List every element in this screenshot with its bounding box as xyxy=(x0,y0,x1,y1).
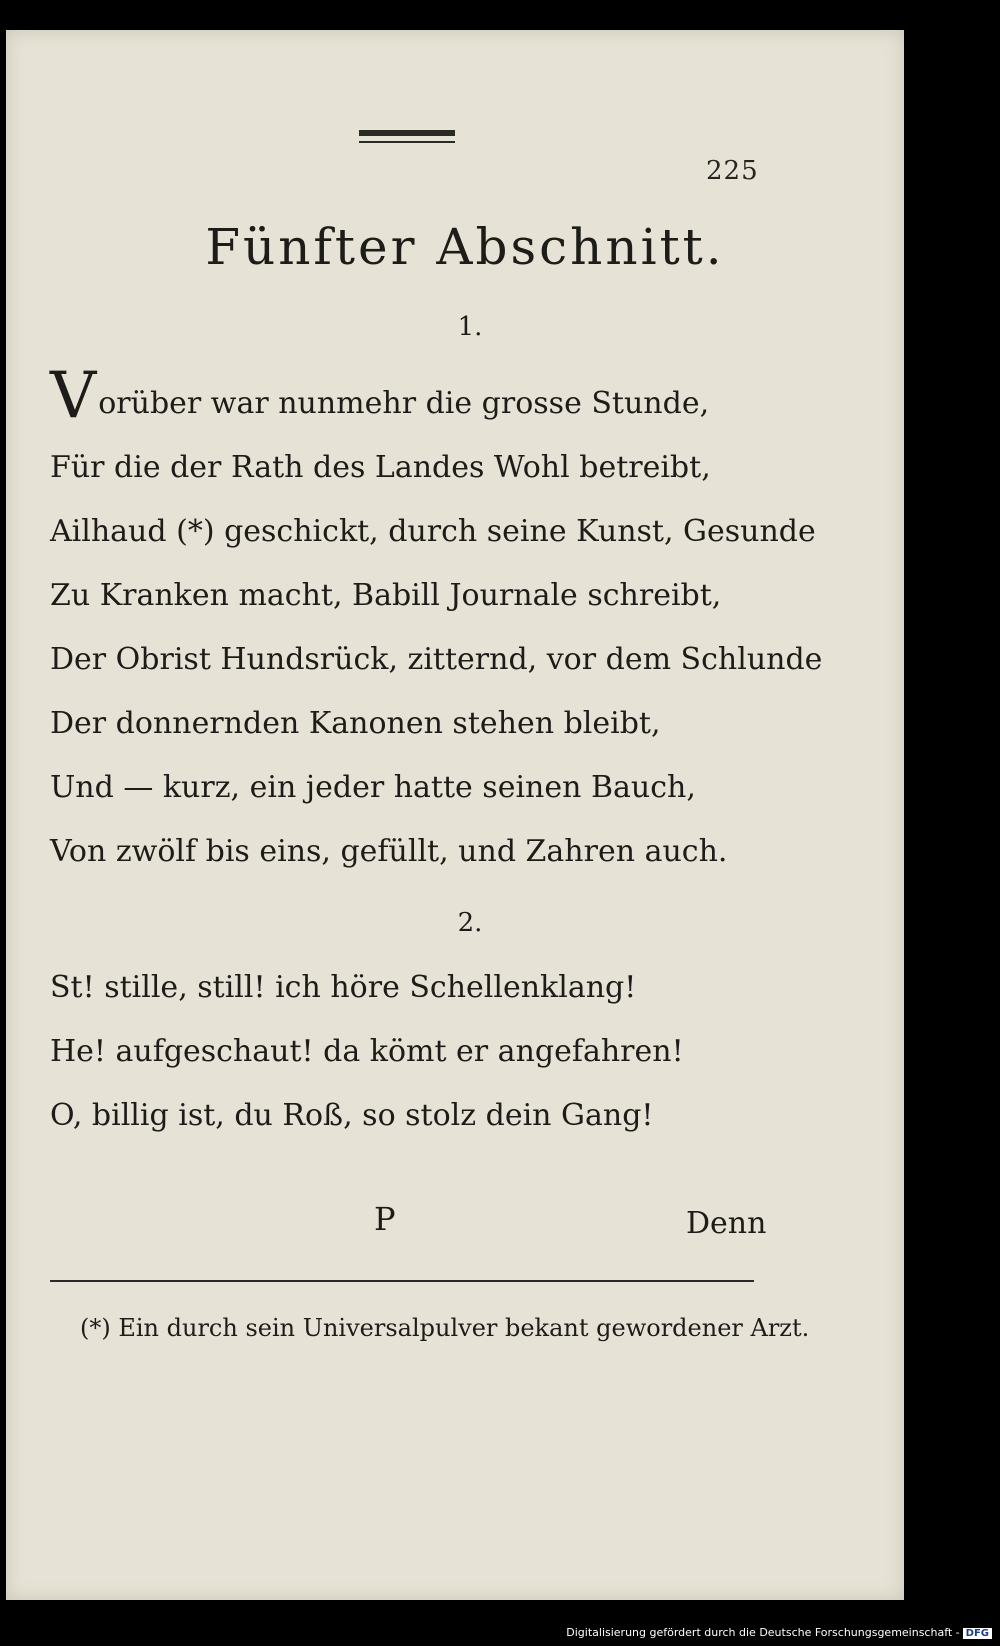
verse-line: St! stille, still! ich höre Schellenklang! xyxy=(50,970,637,1005)
verse-line: He! aufgeschaut! da kömt er angefahren! xyxy=(50,1034,684,1069)
book-page xyxy=(6,30,904,1600)
footnote-rule xyxy=(50,1280,754,1282)
verse-line: Von zwölf bis eins, gefüllt, und Zahren auch. xyxy=(50,834,728,869)
header-ornament-rule-thin xyxy=(359,141,455,143)
credit-text: Digitalisierung gefördert durch die Deutsche Forschungsgemeinschaft - xyxy=(566,1626,960,1639)
chapter-title: Fünfter Abschnitt. xyxy=(205,218,725,276)
verse-line: Der donnernden Kanonen stehen bleibt, xyxy=(50,706,661,741)
catchword: Denn xyxy=(686,1206,767,1241)
drop-cap: V xyxy=(50,359,97,433)
footnote: (*) Ein durch sein Universalpulver bekant gewordener Arzt. xyxy=(80,1314,810,1342)
verse-line: Für die der Rath des Landes Wohl betreibt, xyxy=(50,450,711,485)
header-ornament-rule xyxy=(359,130,455,136)
verse-line: Ailhaud (*) geschickt, durch seine Kunst, Gesunde xyxy=(50,514,816,549)
verse-line-text: orüber war nunmehr die grosse Stunde, xyxy=(98,386,710,421)
verse-line: Und — kurz, ein jeder hatte seinen Bauch, xyxy=(50,770,696,805)
verse-line: Zu Kranken macht, Babill Journale schreibt, xyxy=(50,578,722,613)
stanza-number: 2. xyxy=(457,908,483,938)
verse-line xyxy=(50,359,770,433)
signature-mark: P xyxy=(374,1200,396,1238)
verse-line: Der Obrist Hundsrück, zitternd, vor dem Schlunde xyxy=(50,642,823,677)
stanza-number: 1. xyxy=(457,312,483,342)
digitization-credit xyxy=(566,1626,992,1639)
page-number: 225 xyxy=(706,156,759,186)
dfg-logo: DFG xyxy=(963,1628,992,1639)
verse-line: O, billig ist, du Roß, so stolz dein Gang! xyxy=(50,1098,654,1133)
